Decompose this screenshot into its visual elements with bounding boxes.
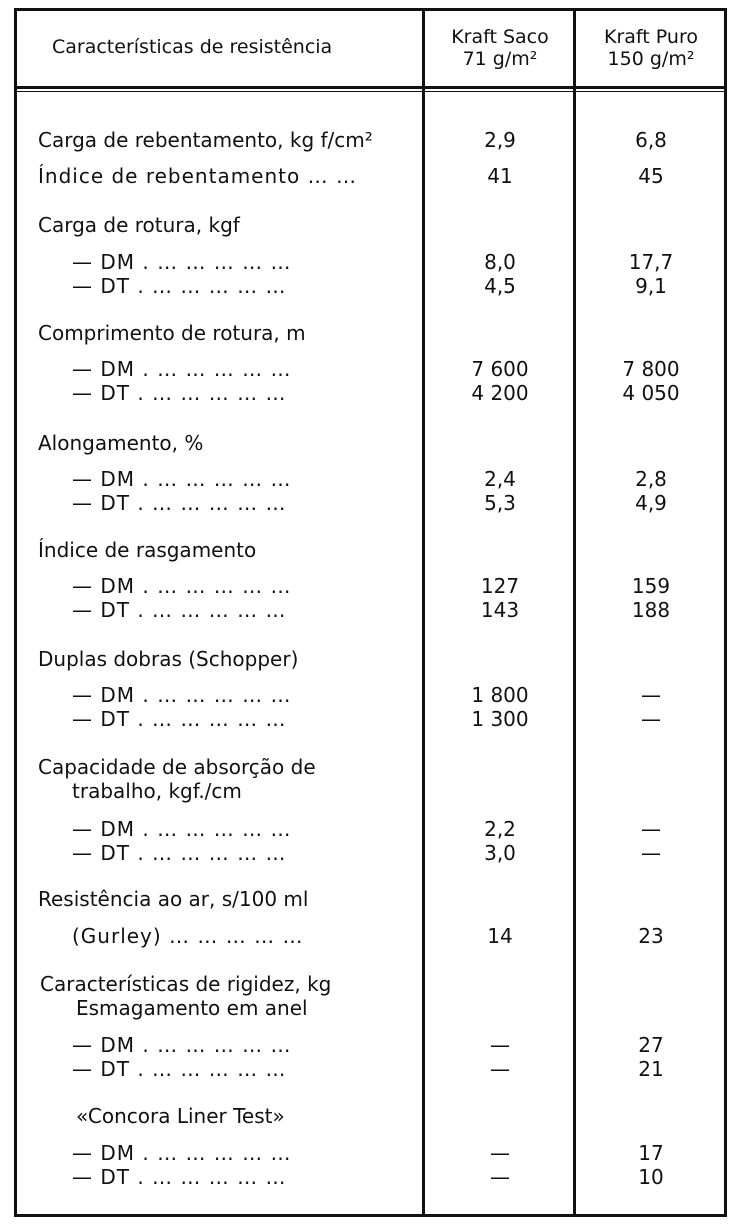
cell-kraft-saco: 2,4: [484, 467, 516, 491]
cell-kraft-puro: 188: [631, 598, 671, 622]
cell-kraft-saco: 143: [480, 598, 520, 622]
column-divider-2: [573, 8, 576, 1217]
cell-kraft-puro: —: [641, 683, 661, 707]
cell-kraft-puro: 4,9: [635, 491, 667, 515]
cell-kraft-saco: 7 600: [471, 357, 529, 381]
row-sublabel: — DM . … … … … …: [72, 817, 292, 841]
row-sublabel: — DT . … … … … …: [72, 707, 287, 731]
row-sublabel: — DM . … … … … …: [72, 574, 292, 598]
row-sublabel: — DT . … … … … …: [72, 598, 287, 622]
row-sublabel: — DM . … … … … …: [72, 467, 292, 491]
row-sublabel: — DT . … … … … …: [72, 1057, 287, 1081]
row-sublabel: (Gurley) … … … … …: [72, 924, 304, 948]
cell-kraft-saco: 1 800: [471, 683, 529, 707]
row-label: Carga de rotura, kgf: [38, 213, 240, 237]
header-kraft-saco-weight: 71 g/m²: [462, 48, 538, 70]
row-label: Carga de rebentamento, kg f/cm²: [38, 128, 373, 152]
cell-kraft-puro: 10: [638, 1165, 664, 1189]
cell-kraft-saco: —: [490, 1033, 510, 1057]
cell-kraft-saco: —: [490, 1057, 510, 1081]
row-label: Duplas dobras (Schopper): [38, 647, 299, 671]
row-label: «Concora Liner Test»: [76, 1104, 285, 1128]
row-sublabel: — DT . … … … … …: [72, 841, 287, 865]
header-kraft-puro-name: Kraft Puro: [604, 26, 698, 48]
cell-kraft-saco: 4,5: [484, 274, 516, 298]
row-sublabel: — DM . … … … … …: [72, 1033, 292, 1057]
cell-kraft-puro: 4 050: [622, 381, 680, 405]
cell-kraft-puro: —: [641, 817, 661, 841]
cell-kraft-puro: 2,8: [635, 467, 667, 491]
cell-kraft-puro: 21: [638, 1057, 664, 1081]
column-divider-1: [422, 8, 425, 1217]
row-sublabel: — DT . … … … … …: [72, 381, 287, 405]
cell-kraft-saco: 127: [480, 574, 520, 598]
row-label: Índice de rebentamento … …: [38, 164, 357, 188]
header-characteristics: Características de resistência: [52, 36, 333, 58]
cell-kraft-saco: —: [490, 1165, 510, 1189]
row-label: Alongamento, %: [38, 431, 204, 455]
cell-kraft-saco: 8,0: [484, 250, 516, 274]
cell-kraft-puro: 23: [638, 924, 664, 948]
header-rule: [14, 86, 727, 89]
row-label-continued: trabalho, kgf./cm: [72, 779, 242, 803]
cell-kraft-puro: 6,8: [635, 128, 667, 152]
cell-kraft-puro: 7 800: [622, 357, 680, 381]
cell-kraft-saco: —: [490, 1141, 510, 1165]
row-label: Capacidade de absorção de: [38, 755, 316, 779]
row-sublabel: — DM . … … … … …: [72, 683, 292, 707]
cell-kraft-saco: 2,9: [484, 128, 516, 152]
row-sublabel: — DM . … … … … …: [72, 357, 292, 381]
header-kraft-saco-name: Kraft Saco: [451, 26, 549, 48]
row-sublabel: — DT . … … … … …: [72, 274, 287, 298]
row-sublabel: — DT . … … … … …: [72, 1165, 287, 1189]
cell-kraft-puro: —: [641, 841, 661, 865]
cell-kraft-saco: 41: [487, 164, 513, 188]
header-kraft-puro-weight: 150 g/m²: [607, 48, 695, 70]
row-sublabel: — DM . … … … … …: [72, 1141, 292, 1165]
cell-kraft-puro: 9,1: [635, 274, 667, 298]
row-label-continued: Esmagamento em anel: [76, 996, 308, 1020]
cell-kraft-saco: 5,3: [484, 491, 516, 515]
header-rule-thin: [14, 91, 727, 92]
cell-kraft-puro: 159: [631, 574, 671, 598]
row-label: Resistência ao ar, s/100 ml: [38, 887, 309, 911]
row-label: Índice de rasgamento: [38, 538, 257, 562]
cell-kraft-puro: 17,7: [628, 250, 674, 274]
row-sublabel: — DT . … … … … …: [72, 491, 287, 515]
cell-kraft-saco: 1 300: [471, 707, 529, 731]
row-label: Comprimento de rotura, m: [38, 321, 306, 345]
cell-kraft-saco: 3,0: [484, 841, 516, 865]
cell-kraft-saco: 2,2: [484, 817, 516, 841]
cell-kraft-puro: 45: [638, 164, 664, 188]
row-label: Características de rigidez, kg: [40, 972, 332, 996]
cell-kraft-saco: 4 200: [471, 381, 529, 405]
row-sublabel: — DM . … … … … …: [72, 250, 292, 274]
cell-kraft-puro: 17: [638, 1141, 664, 1165]
cell-kraft-puro: 27: [638, 1033, 664, 1057]
cell-kraft-saco: 14: [487, 924, 513, 948]
cell-kraft-puro: —: [641, 707, 661, 731]
